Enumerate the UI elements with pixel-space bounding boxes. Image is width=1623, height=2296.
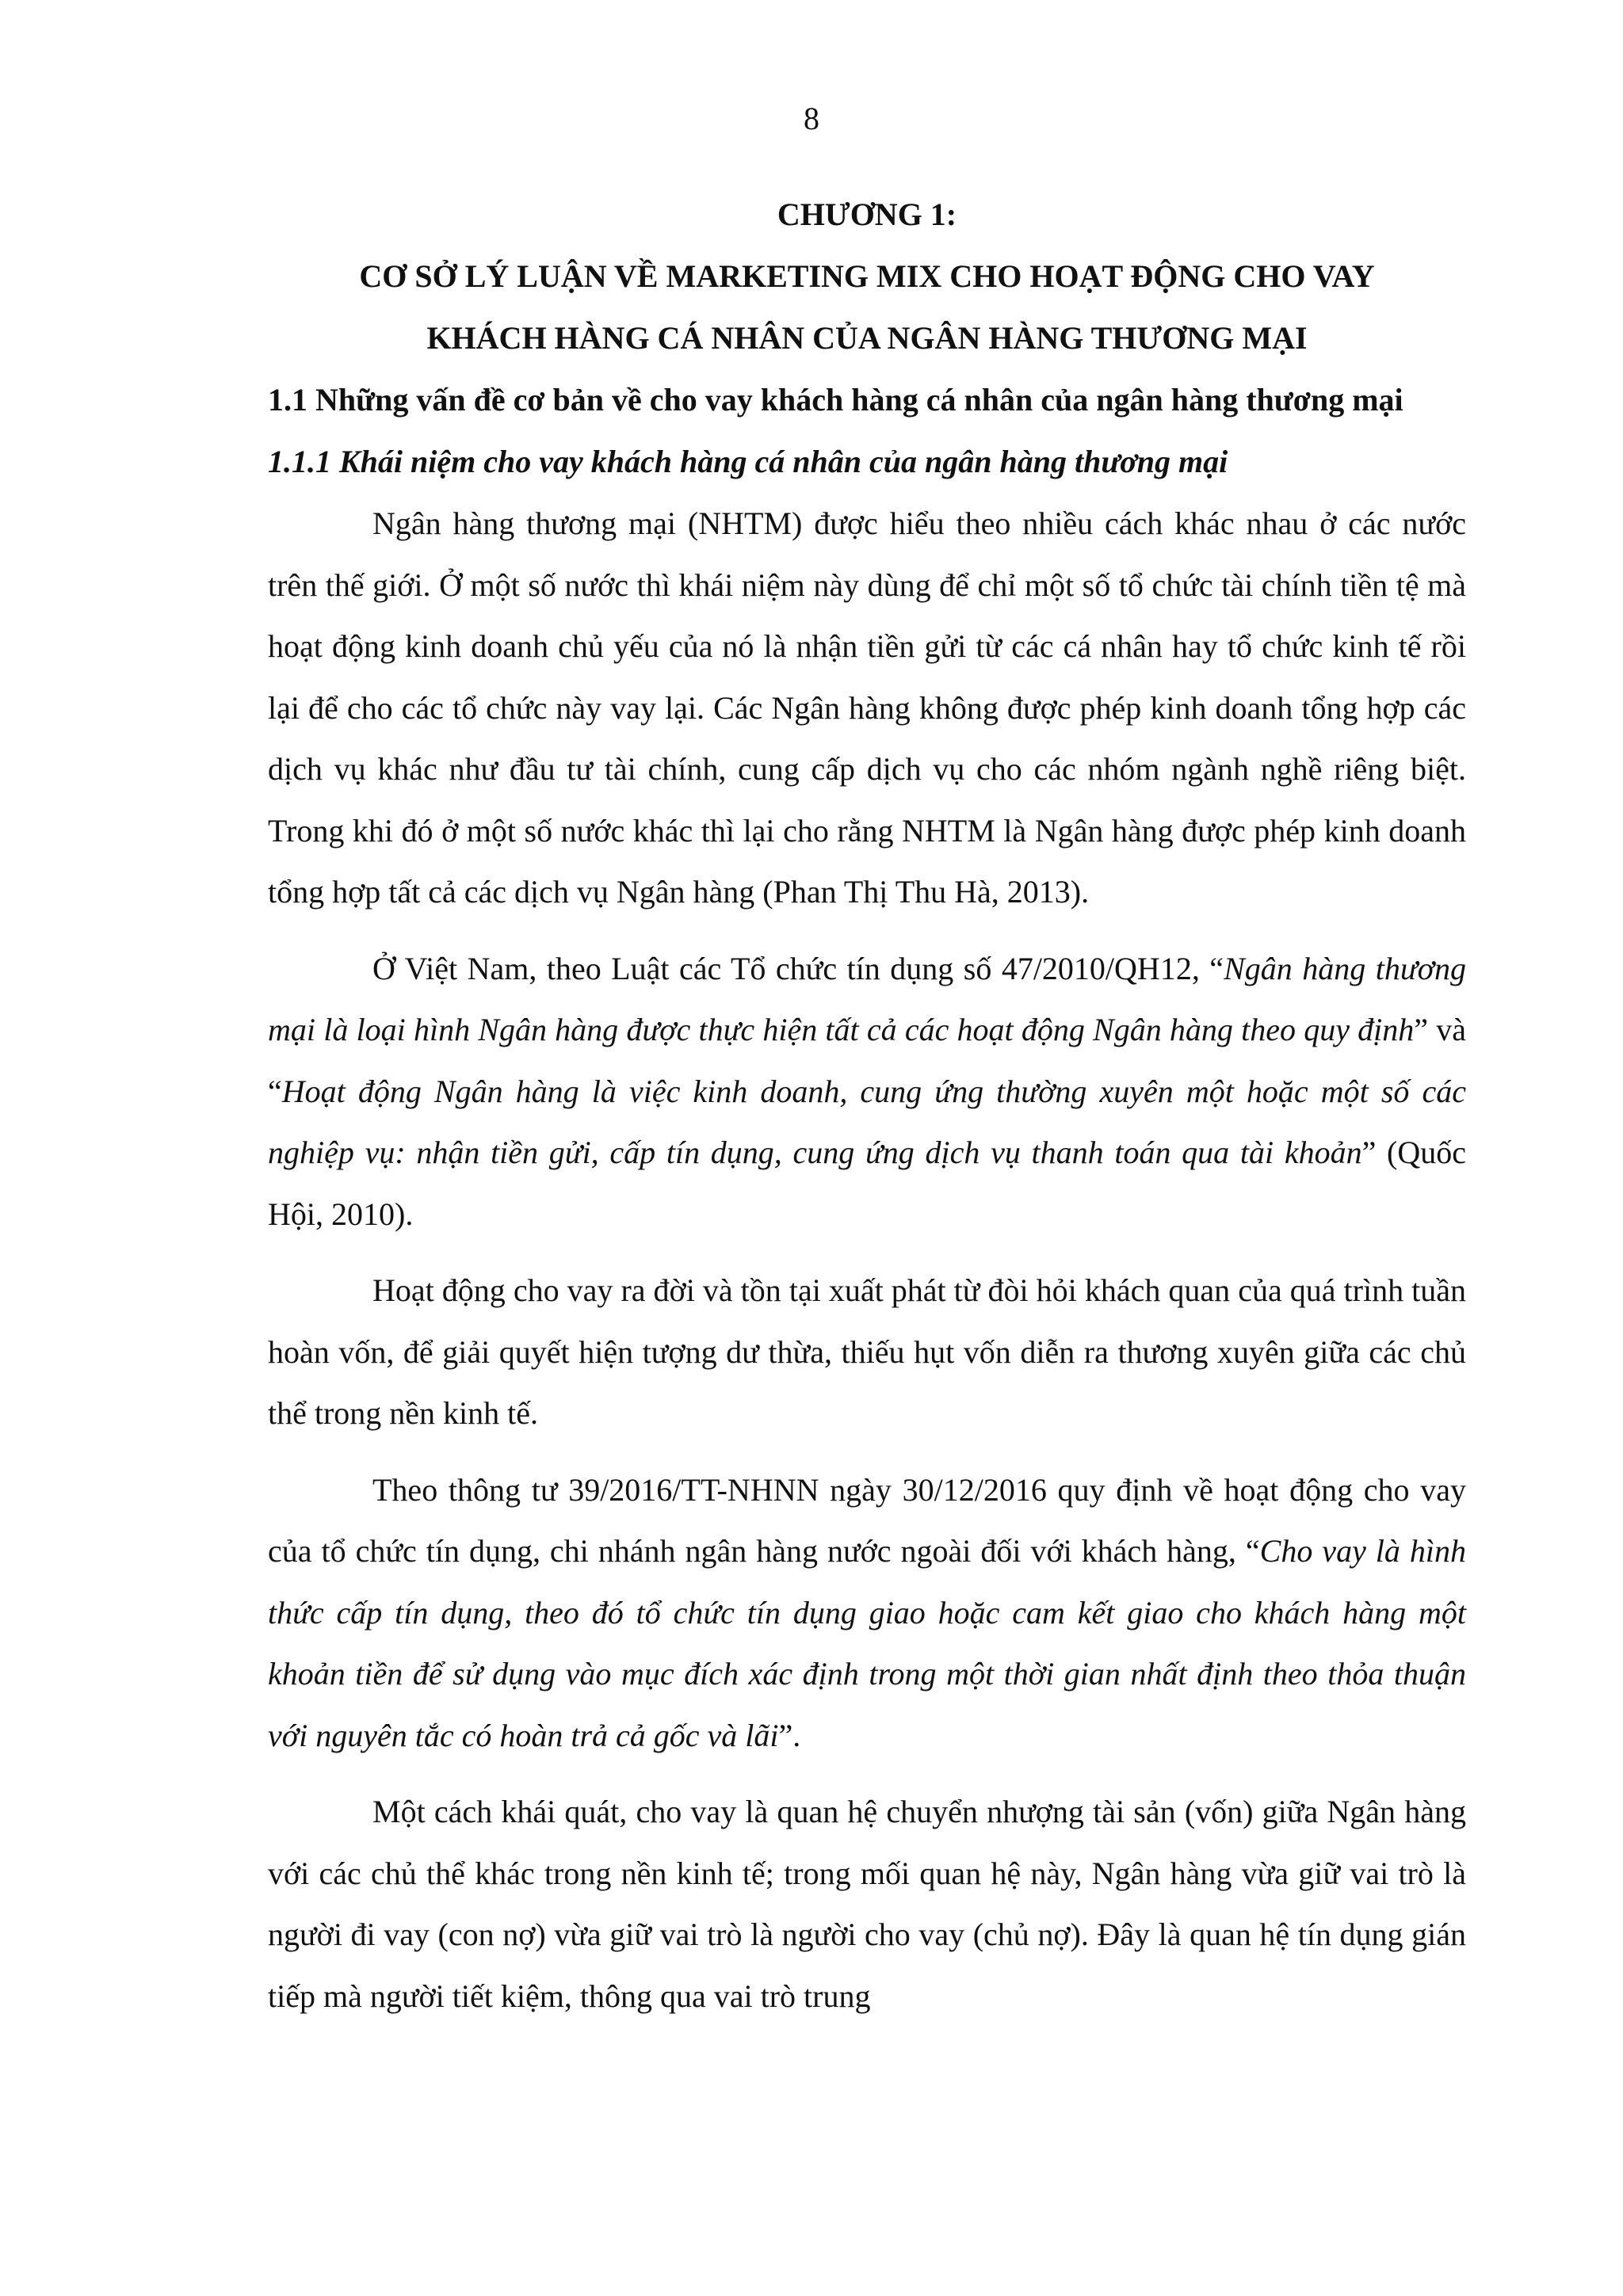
chapter-label: CHƯƠNG 1:	[777, 196, 957, 232]
paragraph-circular-39	[268, 1459, 1466, 1767]
paragraph-vietnam-law	[268, 938, 1466, 1245]
paragraph-lending-origin: Hoạt động cho vay ra đời và tồn tại xuất phát từ đòi hỏi khách quan của quá trình tuần hoàn vốn, để giải quyết hiện tượng dư thừa, thiếu hụt vốn diễn ra thương xuyên giữa các chủ thể trong nền kinh tế.	[268, 1272, 1466, 1431]
page-content	[268, 184, 1466, 2042]
chapter-title-line-2: KHÁCH HÀNG CÁ NHÂN CỦA NGÂN HÀNG THƯƠNG MẠI	[426, 320, 1308, 356]
subsection-heading-1-1-1: 1.1.1 Khái niệm cho vay khách hàng cá nhân của ngân hàng thương mại	[268, 444, 1228, 479]
paragraph-lending-overview: Một cách khái quát, cho vay là quan hệ chuyển nhượng tài sản (vốn) giữa Ngân hàng với các chủ thể khác trong nền kinh tế; trong mối quan hệ này, Ngân hàng vừa giữ vai trò là người đi vay (con nợ) vừa giữ vai trò là người cho vay (chủ nợ). Đây là quan hệ tín dụng gián tiếp mà người tiết kiệm, thông qua vai trò trung	[268, 1794, 1466, 2014]
paragraph-nhtm-definition: Ngân hàng thương mại (NHTM) được hiểu theo nhiều cách khác nhau ở các nước trên thế giới. Ở một số nước thì khái niệm này dùng để chỉ một số tổ chức tài chính tiền tệ mà hoạt động kinh doanh chủ yếu của nó là nhận tiền gửi từ các cá nhân hay tổ chức kinh tế rồi lại để cho các tổ chức này vay lại. Các Ngân hàng không được phép kinh doanh tổng hợp các dịch vụ khác như đầu tư tài chính, cung cấp dịch vụ cho các nhóm ngành nghề riêng biệt. Trong khi đó ở một số nước khác thì lại cho rằng NHTM là Ngân hàng được phép kinh doanh tổng hợp tất cả các dịch vụ Ngân hàng (Phan Thị Thu Hà, 2013).	[268, 505, 1466, 910]
page-number: 8	[804, 101, 819, 136]
quoted-definition: Hoạt động Ngân hàng là việc kinh doanh, cung ứng thường xuyên một hoặc một số các nghiệp vụ: nhận tiền gửi, cấp tín dụng, cung ứng dịch vụ thanh toán qua tài khoản	[268, 1073, 1466, 1170]
section-heading-1-1: 1.1 Những vấn đề cơ bản về cho vay khách hàng cá nhân của ngân hàng thương mại	[268, 382, 1403, 418]
paragraph-text: Theo thông tư 39/2016/TT-NHNN ngày 30/12/2016 quy định về hoạt động cho vay của tổ chức tín dụng, chi nhánh ngân hàng nước ngoài đối với khách hàng, “	[268, 1471, 1466, 1569]
paragraph-text: ” và “	[268, 1012, 1466, 1109]
paragraph-text: Ở Việt Nam, theo Luật các Tổ chức tín dụng số 47/2010/QH12, “	[372, 950, 1224, 986]
paragraph-text: ” (Quốc Hội, 2010).	[268, 1135, 1467, 1232]
chapter-title-line-1: CƠ SỞ LÝ LUẬN VỀ MARKETING MIX CHO HOẠT ĐỘNG CHO VAY	[359, 258, 1375, 294]
quoted-definition: Cho vay là hình thức cấp tín dụng, theo đó tổ chức tín dụng giao hoặc cam kết giao cho khách hàng một khoản tiền để sử dụng vào mục đích xác định trong một thời gian nhất định theo thỏa thuận với nguyên tắc có hoàn trả cả gốc và lãi	[268, 1533, 1466, 1753]
paragraph-text: ”.	[778, 1717, 801, 1753]
quoted-definition: Ngân hàng thương mại là loại hình Ngân hàng được thực hiện tất cả các hoạt động Ngân hàng theo quy định	[268, 950, 1466, 1047]
chapter-heading	[268, 184, 1466, 369]
